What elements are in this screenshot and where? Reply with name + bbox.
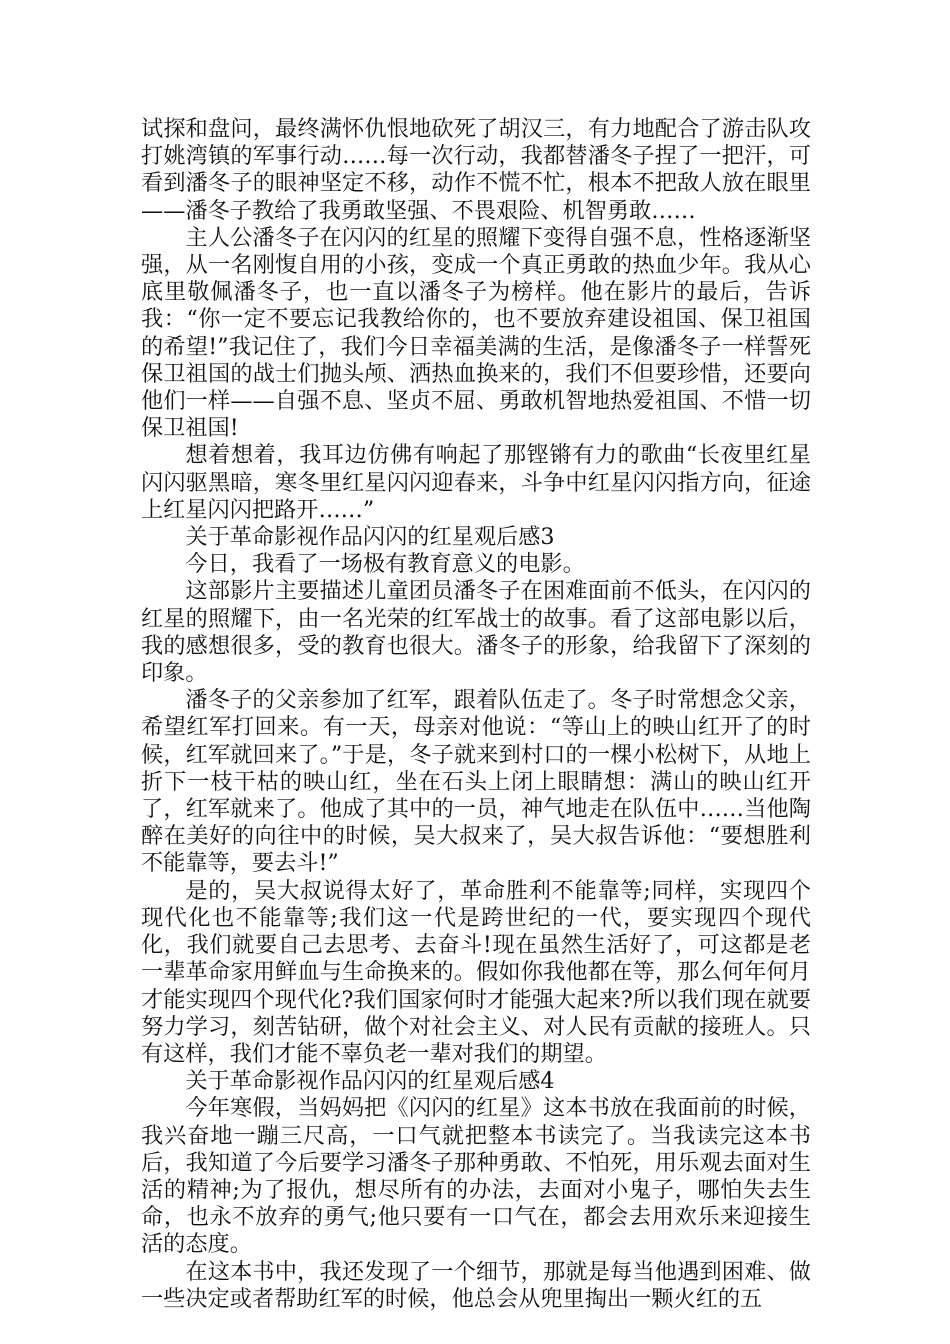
section-heading-4: 关于革命影视作品闪闪的红星观后感4 [185,1068,555,1095]
section-heading-3: 关于革命影视作品闪闪的红星观后感3 [185,524,555,551]
paragraph: 这部影片主要描述儿童团员潘冬子在困难面前不低头，在闪闪的红星的照耀下，由一名光荣的红军战士的故事。看了这部电影以后，我的感想很多，受的教育也很大。潘冬子的形象，给我留下了深刻的印象。 [141,578,811,687]
paragraph: 想着想着，我耳边仿佛有响起了那铿锵有力的歌曲“长夜里红星闪闪驱黑暗，寒冬里红星闪闪迎春来，斗争中红星闪闪指方向，征途上红星闪闪把路开……” [141,442,811,523]
paragraph: 今年寒假，当妈妈把《闪闪的红星》这本书放在我面前的时候，我兴奋地一蹦三尺高，一口气就把整本书读完了。当我读完这本书后，我知道了今后要学习潘冬子那种勇敢、不怕死，用乐观去面对生活的精神;为了报仇，想尽所有的办法，去面对小鬼子，哪怕失去生命，也永不放弃的勇气;他只要有一口气在，都会去用欢乐来迎接生活的态度。 [141,1095,811,1258]
paragraph: 潘冬子的父亲参加了红军，跟着队伍走了。冬子时常想念父亲，希望红军打回来。有一天，母亲对他说：“等山上的映山红开了的时候，红军就回来了。”于是，冬子就来到村口的一棵小松树下，从地上折下一枝干枯的映山红，坐在石头上闭上眼睛想：满山的映山红开了，红军就来了。他成了其中的一员，神气地走在队伍中……当他陶醉在美好的向往中的时候，吴大叔来了，吴大叔告诉他：“要想胜利不能靠等，要去斗!” [141,687,811,877]
paragraph: 今日，我看了一场极有教育意义的电影。 [185,551,585,578]
paragraph: 是的，吴大叔说得太好了，革命胜利不能靠等;同样，实现四个现代化也不能靠等;我们这一代是跨世纪的一代，要实现四个现代化，我们就要自己去思考、去奋斗!现在虽然生活好了，可这都是老一辈革命家用鲜血与生命换来的。假如你我他都在等，那么何年何月才能实现四个现代化?我们国家何时才能强大起来?所以我们现在就要努力学习，刻苦钻研，做个对社会主义、对人民有贡献的接班人。只有这样，我们才能不辜负老一辈对我们的期望。 [141,877,811,1067]
document-body [141,116,811,1313]
paragraph: 在这本书中，我还发现了一个细节，那就是每当他遇到困难、做一些决定或者帮助红军的时候，他总会从兜里掏出一颗火红的五 [141,1258,811,1312]
paragraph-continuation: 试探和盘问，最终满怀仇恨地砍死了胡汉三，有力地配合了游击队攻打姚湾镇的军事行动……每一次行动，我都替潘冬子捏了一把汗，可看到潘冬子的眼神坚定不移，动作不慌不忙，根本不把敌人放在眼里——潘冬子教给了我勇敢坚强、不畏艰险、机智勇敢…… [141,116,811,224]
paragraph: 主人公潘冬子在闪闪的红星的照耀下变得自强不息，性格逐渐坚强，从一名刚愎自用的小孩，变成一个真正勇敢的热血少年。我从心底里敬佩潘冬子，也一直以潘冬子为榜样。他在影片的最后，告诉我：“你一定不要忘记我教给你的，也不要放弃建设祖国、保卫祖国的希望!”我记住了，我们今日幸福美满的生活，是像潘冬子一样誓死保卫祖国的战士们抛头颅、洒热血换来的，我们不但要珍惜，还要向他们一样——自强不息、坚贞不屈、勇敢机智地热爱祖国、不惜一切保卫祖国! [141,224,811,442]
